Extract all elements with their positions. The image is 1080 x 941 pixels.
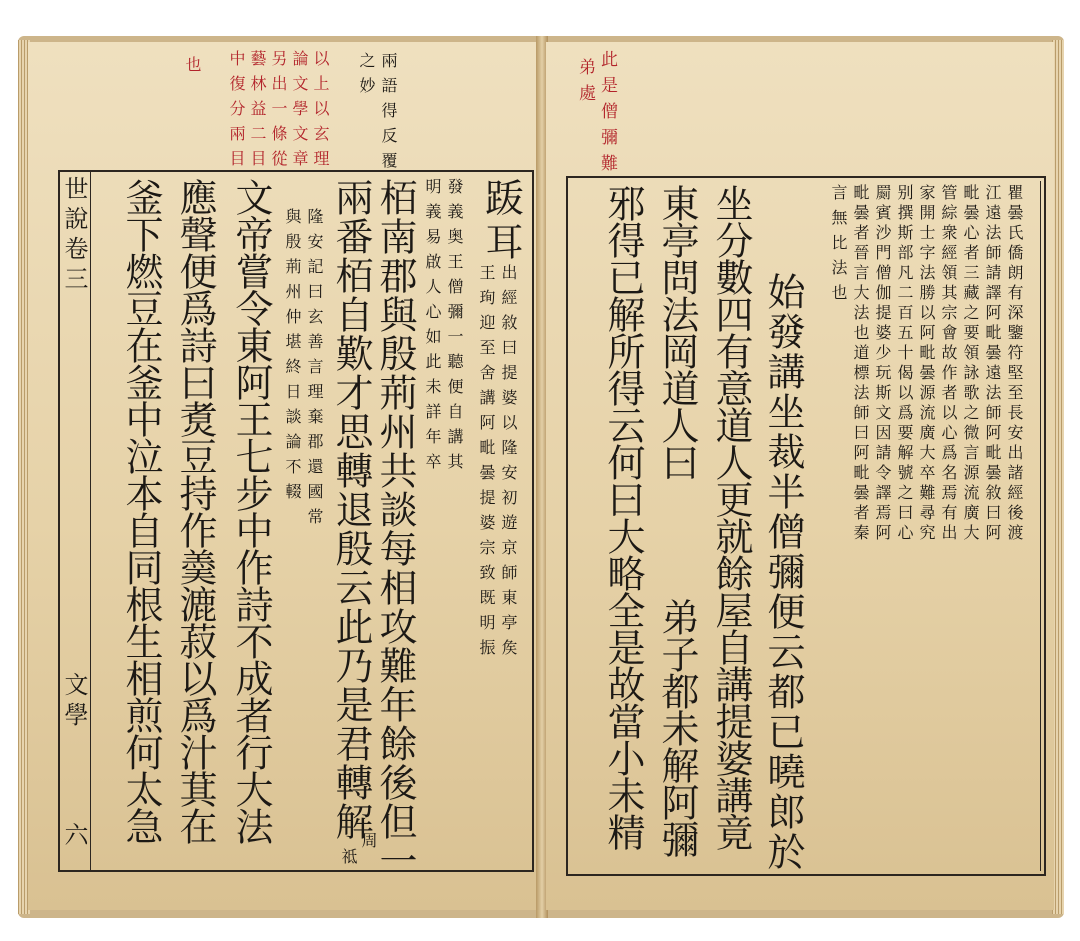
main-text-column: 坐分數四有意道人更就餘屋自講提婆講竟 xyxy=(709,184,753,850)
margin-note: 藝林益二目 xyxy=(248,50,267,175)
commentary-column: 與殷荊州仲堪終日談論不輟 xyxy=(283,208,302,508)
margin-note: 另出一條從 xyxy=(269,50,288,175)
commentary-column: 别撰斯部凡二百五十偈以爲要解號之曰心 xyxy=(895,184,914,544)
main-text-column: 䟦耳 xyxy=(479,178,523,266)
main-text-column: 弟子都未解阿彌 xyxy=(655,598,699,857)
main-text-column: 始發講坐裁半僧彌便云都已曉郎於 xyxy=(761,272,805,872)
commentary-column: 言無比法也 xyxy=(829,184,848,309)
commentary-column: 毗曇心者三藏之要領詠歌之微言源流廣大 xyxy=(961,184,980,544)
commentary-column: 周 xyxy=(359,832,378,857)
commentary-column: 毗曇者晉言大法也道標法師曰阿毗曇者秦 xyxy=(851,184,870,544)
commentary-column: 罽賓沙門僧伽提婆少玩斯文因請令譯焉阿 xyxy=(873,184,892,544)
commentary-column: 出經敘曰提婆以隆安初遊京師東亭矦 xyxy=(499,264,518,664)
right-page xyxy=(546,42,1054,910)
band-title: 世說卷三 xyxy=(60,176,88,296)
commentary-column: 管綜衆經領其宗會故作者以心爲名焉有出 xyxy=(939,184,958,544)
open-book xyxy=(18,36,1064,918)
margin-note: 論文學文章 xyxy=(290,50,309,175)
main-text-column: 應聲便爲詩曰煑豆持作羮漉菽以爲汁萁在 xyxy=(173,178,217,844)
commentary-column: 王珣迎至舍講阿毗曇提婆宗致既明振 xyxy=(477,264,496,664)
band-folio: 六 xyxy=(60,822,88,853)
main-text-column: 文帝嘗令東阿王七步中作詩不成者行大法 xyxy=(229,178,273,844)
main-text-column: 栢南郡與殷荊州共談每相攻難年餘後但一 xyxy=(373,178,417,880)
commentary-column: 發義奥王僧彌一聽便自講其 xyxy=(445,178,464,478)
margin-note: 弟處 xyxy=(575,58,595,110)
commentary-column: 瞿曇氏僑朗有深鑒符堅至長安出諸經後渡 xyxy=(1005,184,1024,544)
commentary-column: 江遠法師請譯阿毗曇遠法師阿毗曇敘曰阿 xyxy=(983,184,1002,544)
main-text-column: 釜下燃豆在釜中泣本自同根生相煎何太急 xyxy=(119,178,163,844)
margin-note: 以上以玄理 xyxy=(311,50,330,175)
handwritten-note: 之妙 xyxy=(357,52,376,102)
main-text-column: 邪得已解所得云何曰大略全是故當小未精 xyxy=(601,184,645,850)
margin-note: 此是僧彌難 xyxy=(597,50,617,180)
left-page xyxy=(28,42,538,910)
main-text-column: 東亭問法岡道人曰 xyxy=(655,184,699,480)
band-section: 文學 xyxy=(60,672,88,732)
margin-note: 也 xyxy=(183,56,202,81)
handwritten-note: 兩語得反覆 xyxy=(379,52,398,177)
main-text-column: 兩番栢自歎才思轉退殷云此乃是君轉解 xyxy=(329,178,373,841)
commentary-column: 明義易啟人心如此未詳年卒 xyxy=(423,178,442,478)
commentary-column: 家開士字法勝以阿毗曇源流廣大卒難尋究 xyxy=(917,184,936,544)
commentary-column: 隆安記曰玄善言理棄郡還國常 xyxy=(305,208,324,533)
margin-note: 中復分兩目 xyxy=(227,50,246,175)
text-frame xyxy=(58,170,534,880)
band-divider xyxy=(90,172,91,870)
text-frame xyxy=(566,176,1046,876)
commentary-column: 祗 xyxy=(339,848,358,873)
